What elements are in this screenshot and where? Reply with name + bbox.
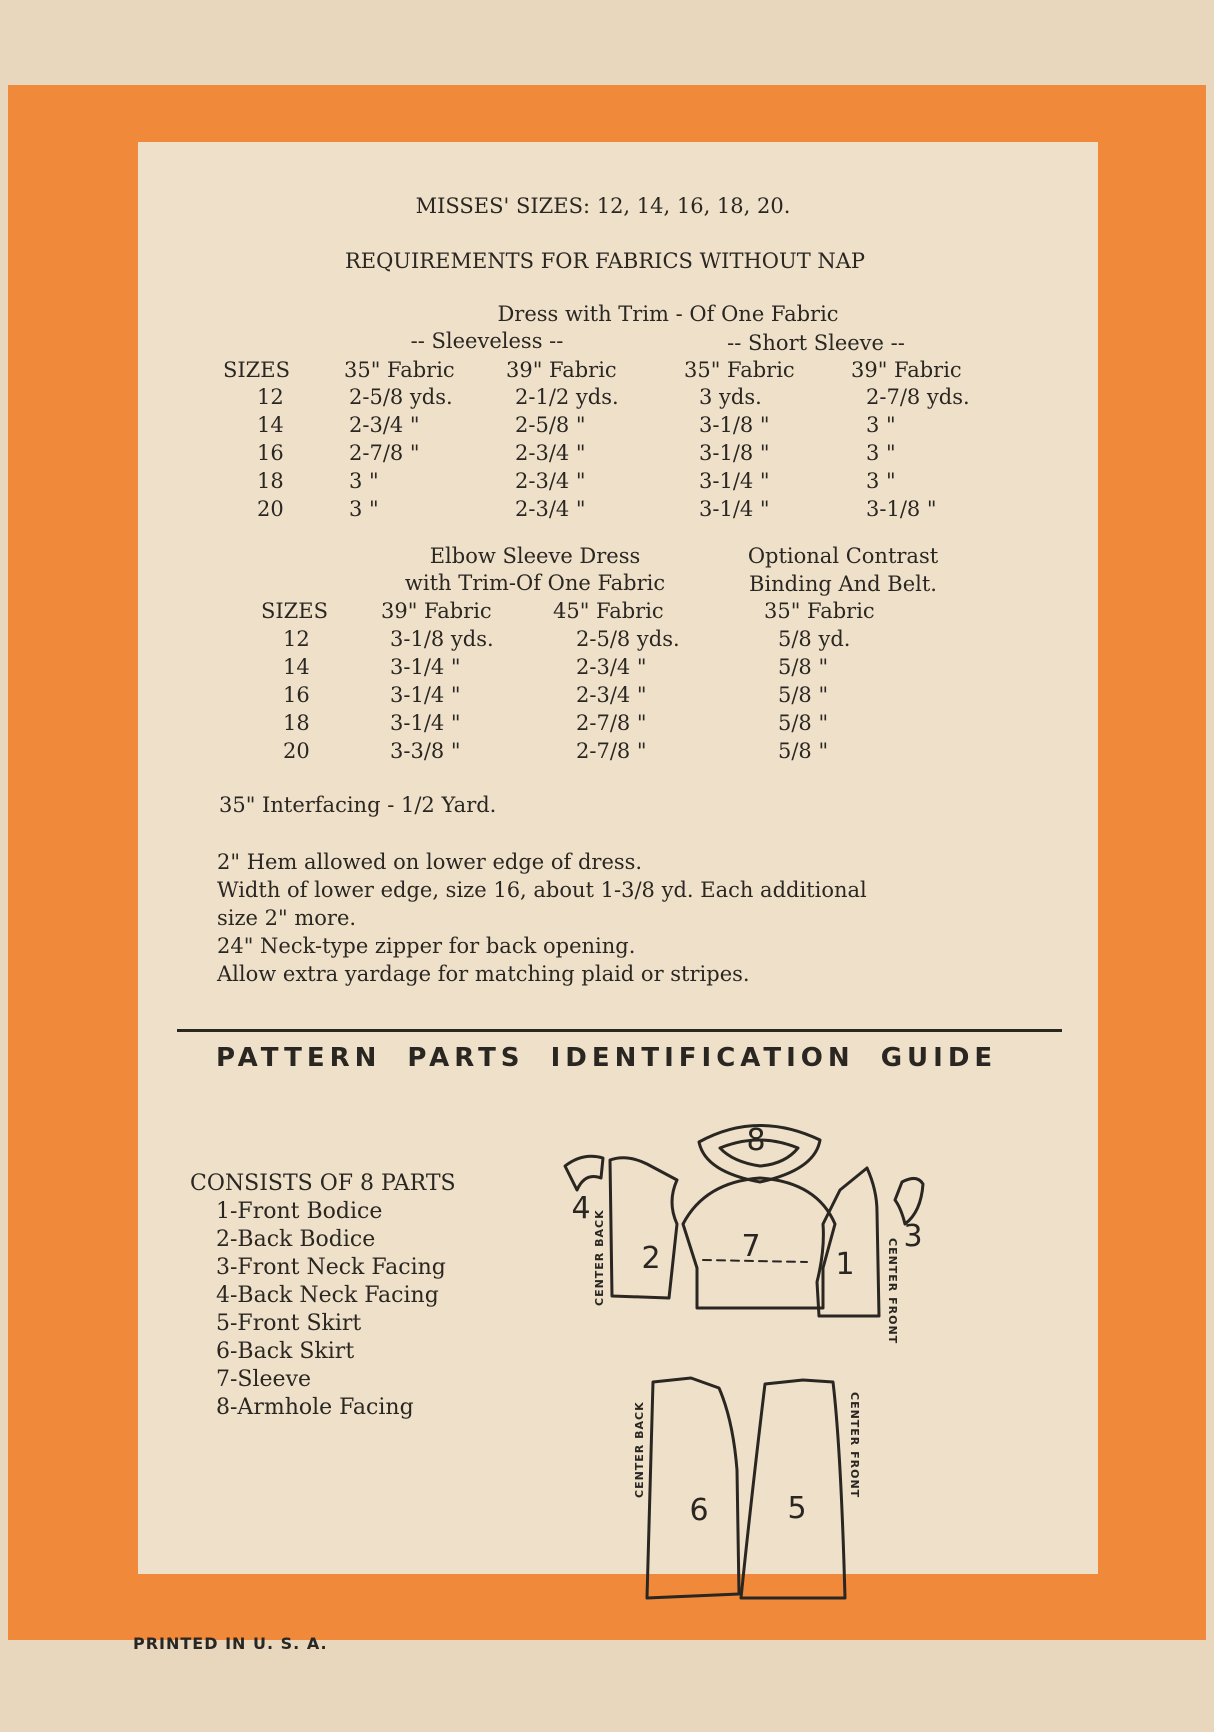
table2-header-col2: 45" Fabric [553, 599, 664, 623]
table-cell: 2-7/8 " [349, 441, 420, 465]
diagram-label-8: 8 [746, 1123, 766, 1158]
table2-header-sizes: SIZES [261, 599, 328, 623]
list-item: 4-Back Neck Facing [216, 1283, 439, 1308]
table-cell: 3-1/4 " [390, 655, 461, 679]
parts-list [190, 1170, 456, 1422]
table-cell: 3-3/8 " [390, 739, 461, 763]
table-cell: 3-1/8 " [699, 413, 770, 437]
center-back-label-skirt: CENTER BACK [633, 1401, 646, 1498]
table1-group-short-sleeve: -- Short Sleeve -- [727, 331, 905, 355]
diagram-label-6: 6 [689, 1493, 709, 1528]
table-cell: 3-1/8 yds. [390, 627, 494, 651]
table-cell: 18 [257, 469, 284, 493]
note-line: 24" Neck-type zipper for back opening. [217, 934, 636, 958]
table-cell: 2-7/8 " [576, 711, 647, 735]
table-cell: 2-3/4 " [515, 469, 586, 493]
table-cell: 2-5/8 " [515, 413, 586, 437]
table-cell: 5/8 " [778, 655, 829, 679]
table-cell: 3-1/4 " [699, 497, 770, 521]
requirements-title: REQUIREMENTS FOR FABRICS WITHOUT NAP [344, 249, 866, 273]
table-cell: 2-7/8 " [576, 739, 647, 763]
table-cell: 14 [257, 413, 284, 437]
table2-title-line1: Elbow Sleeve Dress [429, 544, 641, 568]
pattern-piece-4 [565, 1156, 603, 1190]
table-cell: 2-3/4 " [576, 655, 647, 679]
diagram-label-2: 2 [641, 1241, 661, 1276]
table1-group-sleeveless: -- Sleeveless -- [410, 329, 564, 353]
table1-header-sizes: SIZES [223, 358, 290, 382]
table-cell: 3-1/8 " [866, 497, 937, 521]
table-cell: 3 " [349, 469, 379, 493]
list-item: 7-Sleeve [216, 1367, 312, 1392]
note-line: 2" Hem allowed on lower edge of dress. [217, 850, 643, 874]
list-item: 2-Back Bodice [216, 1227, 376, 1252]
table-cell: 2-3/4 " [515, 497, 586, 521]
list-item: 5-Front Skirt [216, 1311, 362, 1336]
center-front-label-bodice: CENTER FRONT [886, 1238, 899, 1345]
table-cell: 14 [283, 655, 310, 679]
table2-contrast-line2: Binding And Belt. [749, 572, 937, 596]
note-line: Allow extra yardage for matching plaid or stripes. [217, 962, 750, 986]
table-cell: 3 yds. [699, 385, 762, 409]
table-cell: 3-1/4 " [699, 469, 770, 493]
table-cell: 20 [283, 739, 310, 763]
diagram-label-5: 5 [787, 1491, 807, 1526]
table-cell: 3-1/4 " [390, 683, 461, 707]
table-cell: 5/8 " [778, 711, 829, 735]
table-cell: 2-3/4 " [515, 441, 586, 465]
table-cell: 3 " [349, 497, 379, 521]
list-item: 8-Armhole Facing [216, 1395, 414, 1420]
table-cell: 18 [283, 711, 310, 735]
table-cell: 16 [283, 683, 310, 707]
parts-count: CONSISTS OF 8 PARTS [190, 1171, 456, 1196]
table-cell: 2-3/4 " [349, 413, 420, 437]
table-cell: 20 [257, 497, 284, 521]
table-cell: 5/8 " [778, 739, 829, 763]
table1-header-col1: 35" Fabric [344, 358, 455, 382]
note-line: size 2" more. [217, 906, 357, 930]
pattern-pieces-diagram [555, 1120, 945, 1600]
pattern-piece-6 [647, 1378, 739, 1598]
pattern-piece-5 [741, 1380, 845, 1598]
diagram-label-7: 7 [741, 1229, 761, 1264]
table-cell: 12 [257, 385, 284, 409]
table-cell: 2-5/8 yds. [576, 627, 680, 651]
diagram-label-4: 4 [571, 1191, 591, 1226]
table-cell: 2-5/8 yds. [349, 385, 453, 409]
interfacing-note: 35" Interfacing - 1/2 Yard. [219, 793, 497, 817]
table1-header-col4: 39" Fabric [851, 358, 962, 382]
table-cell: 5/8 " [778, 683, 829, 707]
table2-header-col1: 39" Fabric [381, 599, 492, 623]
table1-header-col2: 39" Fabric [506, 358, 617, 382]
printed-in-usa: PRINTED IN U. S. A. [133, 1634, 328, 1653]
guide-title: PATTERN PARTS IDENTIFICATION GUIDE [216, 1043, 998, 1073]
note-line: Width of lower edge, size 16, about 1-3/8 yd. Each additional [217, 878, 867, 902]
table1-title: Dress with Trim - Of One Fabric [497, 302, 839, 326]
pattern-piece-2 [610, 1158, 677, 1298]
table-cell: 2-1/2 yds. [515, 385, 619, 409]
table-cell: 2-3/4 " [576, 683, 647, 707]
table-cell: 3 " [866, 469, 896, 493]
pattern-piece-3 [895, 1178, 923, 1224]
list-item: 3-Front Neck Facing [216, 1255, 446, 1280]
table-cell: 16 [257, 441, 284, 465]
table2-header-col3: 35" Fabric [764, 599, 875, 623]
table-cell: 5/8 yd. [778, 627, 851, 651]
table-cell: 2-7/8 yds. [866, 385, 970, 409]
table1-header-col3: 35" Fabric [684, 358, 795, 382]
table-cell: 3 " [866, 441, 896, 465]
list-item: 6-Back Skirt [216, 1339, 355, 1364]
section-divider [177, 1029, 1062, 1032]
diagram-label-3: 3 [903, 1219, 923, 1254]
table2-title-line2: with Trim-Of One Fabric [404, 571, 666, 595]
sizes-line: MISSES' SIZES: 12, 14, 16, 18, 20. [415, 194, 791, 218]
list-item: 1-Front Bodice [216, 1199, 383, 1224]
table-cell: 3 " [866, 413, 896, 437]
table-cell: 3-1/8 " [699, 441, 770, 465]
table-cell: 12 [283, 627, 310, 651]
diagram-label-1: 1 [835, 1247, 855, 1282]
center-back-label-bodice: CENTER BACK [593, 1209, 606, 1306]
table-cell: 3-1/4 " [390, 711, 461, 735]
pattern-piece-1 [817, 1168, 879, 1316]
table2-contrast-line1: Optional Contrast [747, 544, 939, 568]
center-front-label-skirt: CENTER FRONT [848, 1392, 861, 1499]
